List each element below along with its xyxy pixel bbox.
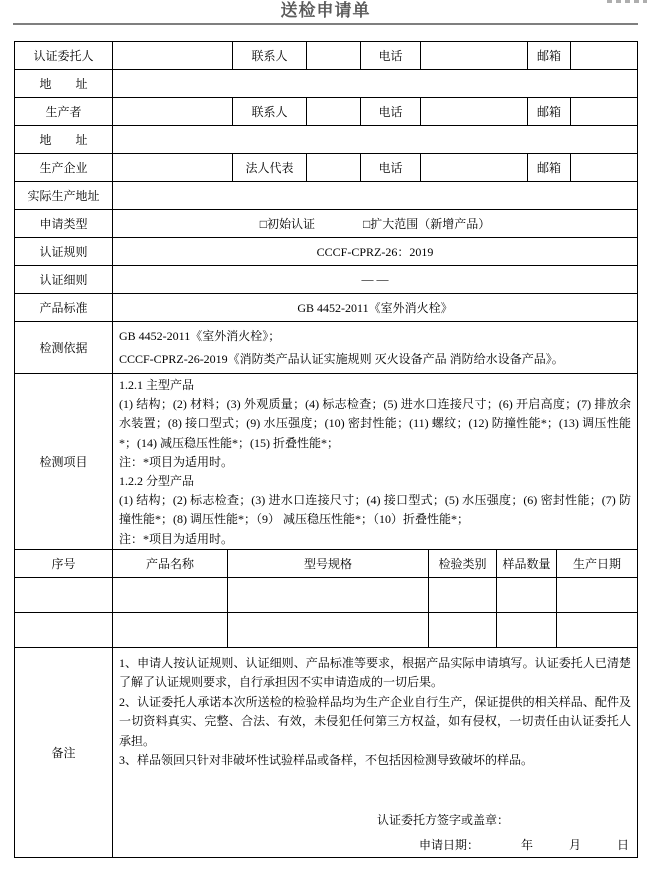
row-applicant <box>15 42 638 70</box>
sample-cell[interactable] <box>15 612 113 647</box>
label-actual-production-address: 实际生产地址 <box>15 182 113 210</box>
label-phone: 电话 <box>361 42 421 70</box>
label-test-items: 检测项目 <box>15 374 113 550</box>
sample-cell[interactable] <box>113 612 228 647</box>
row-product-standard <box>15 294 638 322</box>
email-value-cell[interactable] <box>571 42 638 70</box>
legal-representative-value-cell[interactable] <box>307 154 361 182</box>
label-test-basis: 检测依据 <box>15 322 113 374</box>
label-email: 邮箱 <box>528 154 571 182</box>
label-phone: 电话 <box>361 154 421 182</box>
label-certification-detail: 认证细则 <box>15 266 113 294</box>
certification-detail-value: — — <box>113 266 638 294</box>
sample-table <box>14 549 638 648</box>
label-applicant: 认证委托人 <box>15 42 113 70</box>
phone-value-cell[interactable] <box>421 154 528 182</box>
contact-person-value-cell[interactable] <box>307 98 361 126</box>
label-address: 地 址 <box>15 70 113 98</box>
checkbox-expand-scope[interactable]: □扩大范围（新增产品） <box>363 217 491 231</box>
sample-cell[interactable] <box>228 612 429 647</box>
party-info-table <box>14 41 638 550</box>
test-items-line: 注：*项目为适用时。 <box>119 531 234 546</box>
label-producer: 生产者 <box>15 98 113 126</box>
header-product-name: 产品名称 <box>113 549 228 577</box>
email-value-cell[interactable] <box>571 98 638 126</box>
label-email: 邮箱 <box>528 42 571 70</box>
label-remark: 备注 <box>15 647 113 857</box>
address-value-cell[interactable] <box>113 126 638 154</box>
test-items-line: (1) 结构；(2) 材料；(3) 外观质量；(4) 标志检查；(5) 进水口连接尺寸；(6) 开启高度；(7) 排放余水装置；(8) 接口型式；(9) 水压强度；(10) 密封性能；(11) 螺纹；(12) 防撞性能*；(13) 调压性能*；(14) 减压稳压性能*；(15) 折叠性能*； <box>119 397 631 450</box>
row-certification-detail <box>15 266 638 294</box>
test-basis-line: CCCF-CPRZ-26-2019《消防类产品认证实施规则 灭火设备产品 消防给水设备产品》。 <box>119 351 564 366</box>
test-items-line: 注：*项目为适用时。 <box>119 454 234 469</box>
test-items-line: 1.2.1 主型产品 <box>119 378 195 392</box>
remark-paragraph: 3、样品领回只针对非破坏性试验样品或备样，不包括因检测导致破坏的样品。 <box>119 753 534 768</box>
sample-cell[interactable] <box>557 612 638 647</box>
label-legal-representative: 法人代表 <box>233 154 307 182</box>
row-manufacturer <box>15 154 638 182</box>
application-type-cell <box>113 210 638 238</box>
phone-value-cell[interactable] <box>421 98 528 126</box>
row-applicant-address <box>15 70 638 98</box>
sample-cell[interactable] <box>228 577 429 612</box>
phone-value-cell[interactable] <box>421 42 528 70</box>
sample-cell[interactable] <box>557 577 638 612</box>
actual-production-address-value-cell[interactable] <box>113 182 638 210</box>
label-manufacturer: 生产企业 <box>15 154 113 182</box>
row-remark <box>15 647 638 857</box>
label-product-standard: 产品标准 <box>15 294 113 322</box>
contact-person-value-cell[interactable] <box>307 42 361 70</box>
email-value-cell[interactable] <box>571 154 638 182</box>
test-basis-content <box>113 322 638 374</box>
application-date-label: 申请日期： 年 月 日 <box>418 837 629 852</box>
sample-cell[interactable] <box>497 577 557 612</box>
sample-row <box>15 577 638 612</box>
row-actual-production-address <box>15 182 638 210</box>
applicant-value-cell[interactable] <box>113 42 233 70</box>
remark-paragraph: 1、申请人按认证规则、认证细则、产品标准等要求，根据产品实际申请填写。认证委托人已清楚了解了认证规则要求，自行承担因不实申请造成的一切后果。 <box>119 655 631 690</box>
row-application-type <box>15 210 638 238</box>
label-phone: 电话 <box>361 98 421 126</box>
remark-content <box>113 647 638 857</box>
remark-paragraph: 2、认证委托人承诺本次所送检的检验样品均为生产企业自行生产，保证提供的相关样品、配件及一切资料真实、完整、合法、有效，未侵犯任何第三方权益，如有侵权，一切责任由认证委托人承担。 <box>119 694 631 748</box>
header-serial-number: 序号 <box>15 549 113 577</box>
sample-table-header-row <box>15 549 638 577</box>
sample-cell[interactable] <box>497 612 557 647</box>
checkbox-initial-certification[interactable]: □初始认证 <box>259 217 315 231</box>
header-sample-quantity: 样品数量 <box>497 549 557 577</box>
test-items-content <box>113 374 638 550</box>
signature-label: 认证委托方签字或盖章： <box>376 812 509 827</box>
sample-cell[interactable] <box>429 577 497 612</box>
address-value-cell[interactable] <box>113 70 638 98</box>
label-application-type: 申请类型 <box>15 210 113 238</box>
label-email: 邮箱 <box>528 98 571 126</box>
manufacturer-value-cell[interactable] <box>113 154 233 182</box>
label-contact-person: 联系人 <box>233 98 307 126</box>
title-underline <box>13 23 638 25</box>
remark-table <box>14 647 638 858</box>
sample-cell[interactable] <box>113 577 228 612</box>
test-basis-line: GB 4452-2011《室外消火栓》； <box>119 328 281 343</box>
product-standard-value: GB 4452-2011《室外消火栓》 <box>113 294 638 322</box>
label-certification-rule: 认证规则 <box>15 238 113 266</box>
cut-off-header-fragment <box>607 0 647 3</box>
label-contact-person: 联系人 <box>233 42 307 70</box>
sample-row <box>15 612 638 647</box>
header-production-date: 生产日期 <box>557 549 638 577</box>
test-items-line: (1) 结构；(2) 标志检查；(3) 进水口连接尺寸；(4) 接口型式；(5) 水压强度；(6) 密封性能；(7) 防撞性能*；(8) 调压性能*；（9） 减压稳压性能*；（10）折叠性能*； <box>119 493 631 527</box>
row-producer <box>15 98 638 126</box>
sample-cell[interactable] <box>429 612 497 647</box>
row-test-basis <box>15 322 638 374</box>
label-address: 地 址 <box>15 126 113 154</box>
test-items-line: 1.2.2 分型产品 <box>119 474 195 489</box>
certification-rule-value: CCCF-CPRZ-26：2019 <box>113 238 638 266</box>
header-model-spec: 型号规格 <box>228 549 429 577</box>
row-producer-address <box>15 126 638 154</box>
row-certification-rule <box>15 238 638 266</box>
header-inspection-category: 检验类别 <box>429 549 497 577</box>
producer-value-cell[interactable] <box>113 98 233 126</box>
page-title: 送检申请单 <box>280 1 371 21</box>
sample-cell[interactable] <box>15 577 113 612</box>
row-test-items <box>15 374 638 550</box>
